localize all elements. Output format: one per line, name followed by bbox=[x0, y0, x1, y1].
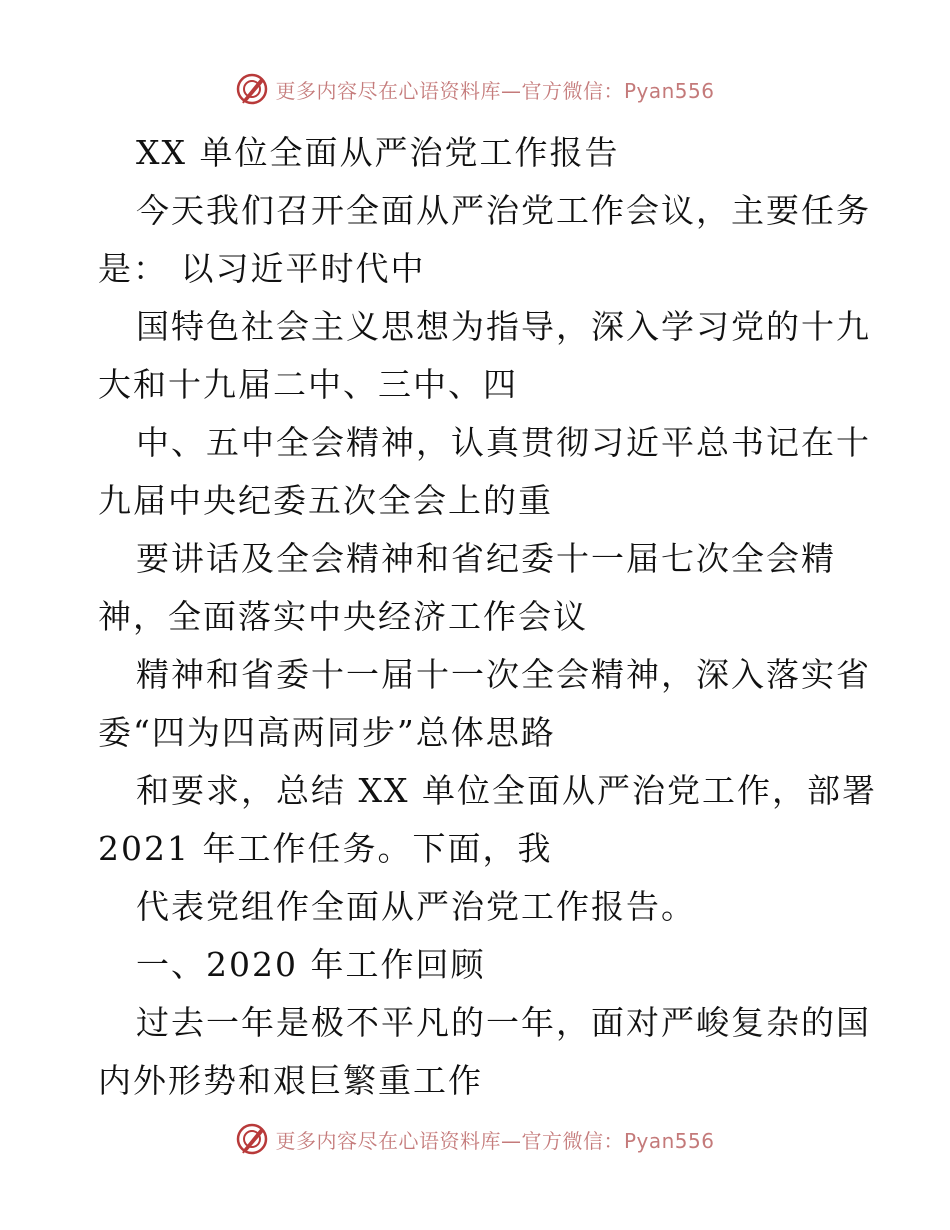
document-line: 代表党组作全面从严治党工作报告。 bbox=[136, 887, 696, 926]
header-watermark bbox=[0, 72, 950, 106]
watermark-text: 更多内容尽在心语资料库—官方微信：Pyan556 bbox=[275, 1128, 715, 1153]
document-line: 今天我们召开全面从严治党工作会议，主要任务 bbox=[136, 191, 871, 230]
document-line: 是： 以习近平时代中 bbox=[98, 249, 426, 288]
document-line: 和要求，总结 XX 单位全面从严治党工作，部署 bbox=[136, 771, 877, 810]
document-line: 大和十九届二中、三中、四 bbox=[98, 365, 518, 404]
document-line: 精神和省委十一届十一次全会精神，深入落实省 bbox=[136, 655, 871, 694]
document-body bbox=[98, 124, 877, 1110]
document-line: 九届中央纪委五次全会上的重 bbox=[98, 481, 553, 520]
footer-watermark bbox=[0, 1122, 950, 1156]
watermark-text: 更多内容尽在心语资料库—官方微信：Pyan556 bbox=[275, 78, 715, 103]
document-line: XX 单位全面从严治党工作报告 bbox=[136, 133, 620, 172]
document-line: 内外形势和艰巨繁重工作 bbox=[98, 1061, 483, 1100]
document-line: 国特色社会主义思想为指导，深入学习党的十九 bbox=[136, 307, 871, 346]
document-line: 一、2020 年工作回顾 bbox=[136, 945, 486, 984]
quill-logo-icon bbox=[235, 1122, 269, 1156]
document-line: 过去一年是极不平凡的一年，面对严峻复杂的国 bbox=[136, 1003, 871, 1042]
document-line: 要讲话及全会精神和省纪委十一届七次全会精 bbox=[136, 539, 836, 578]
document-line: 神，全面落实中央经济工作会议 bbox=[98, 597, 588, 636]
document-line: 中、五中全会精神，认真贯彻习近平总书记在十 bbox=[136, 423, 871, 462]
document-line: 2021 年工作任务。下面，我 bbox=[98, 829, 553, 868]
quill-logo-icon bbox=[235, 72, 269, 106]
document-line: 委“四为四高两同步”总体思路 bbox=[98, 713, 556, 752]
